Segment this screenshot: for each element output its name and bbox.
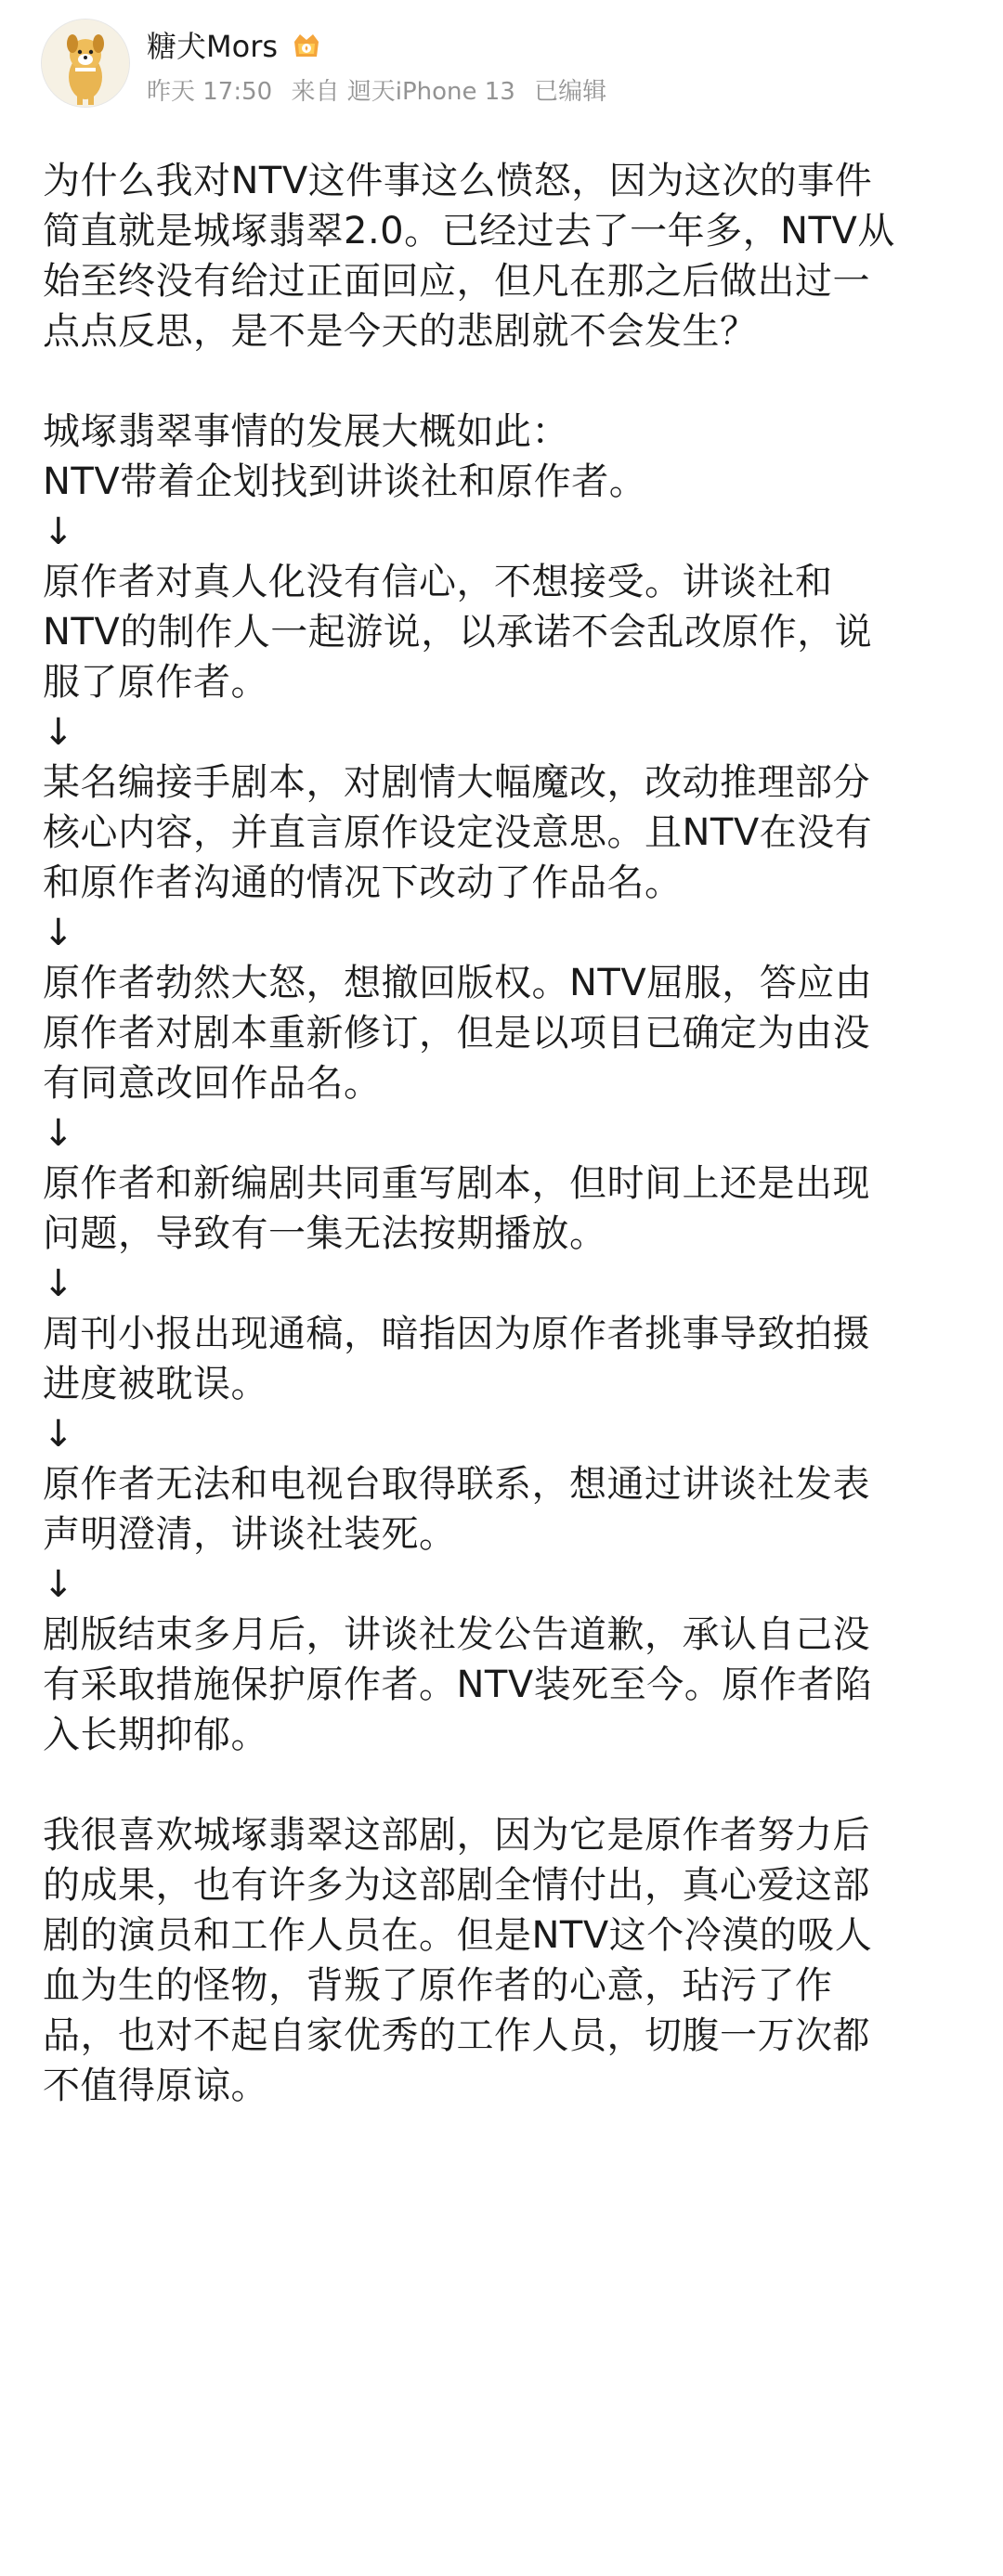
timeline-step: 和原作者沟通的情况下改动了作品名。 bbox=[43, 861, 683, 904]
timeline-step: NTV带着企划找到讲谈社和原作者。 bbox=[43, 460, 647, 503]
text-line: 品，也对不起自家优秀的工作人员，切腹一万次都 bbox=[43, 2014, 870, 2057]
timeline-step: 周刊小报出现通稿，暗指因为原作者挑事导致拍摄 bbox=[43, 1313, 870, 1355]
text-line: 血为生的怪物，背叛了原作者的心意，玷污了作 bbox=[43, 1964, 833, 2007]
post-header bbox=[0, 0, 1003, 130]
timeline-step: 原作者和新编剧共同重写剧本，但时间上还是出现 bbox=[43, 1162, 870, 1205]
post-source[interactable]: 来自 迴天iPhone 13 bbox=[291, 78, 515, 106]
dog-avatar-icon bbox=[42, 19, 129, 107]
timeline-step: 核心内容，并直言原作设定没意思。且NTV在没有 bbox=[43, 811, 873, 854]
down-arrow-icon: ↓ bbox=[43, 1563, 75, 1606]
timeline-step: 有采取措施保护原作者。NTV装死至今。原作者陷 bbox=[43, 1663, 873, 1706]
username-row bbox=[147, 26, 324, 67]
text-line: 我很喜欢城塚翡翠这部剧，因为它是原作者努力后 bbox=[43, 1814, 870, 1857]
down-arrow-icon: ↓ bbox=[43, 511, 75, 553]
timeline-step: 声明澄清，讲谈社装死。 bbox=[43, 1513, 457, 1556]
timeline-step: 服了原作者。 bbox=[43, 661, 268, 704]
paragraph-gap bbox=[43, 1760, 971, 1810]
text-line: 始至终没有给过正面回应，但凡在那之后做出过一 bbox=[43, 260, 870, 303]
text-line: 为什么我对NTV这件事这么愤怒，因为这次的事件 bbox=[43, 160, 873, 202]
timeline bbox=[43, 407, 971, 1760]
down-arrow-icon: ↓ bbox=[43, 1112, 75, 1155]
down-arrow-icon: ↓ bbox=[43, 912, 75, 954]
text-line: 不值得原谅。 bbox=[43, 2065, 268, 2107]
down-arrow-icon: ↓ bbox=[43, 1262, 75, 1305]
down-arrow-icon: ↓ bbox=[43, 1413, 75, 1456]
timeline-title: 城塚翡翠事情的发展大概如此： bbox=[43, 410, 569, 453]
closing-paragraph bbox=[43, 1810, 971, 2111]
timeline-step: 原作者勃然大怒，想撤回版权。NTV屈服，答应由 bbox=[43, 962, 873, 1004]
text-line: 点点反思，是不是今天的悲剧就不会发生？ bbox=[43, 310, 758, 353]
edited-label[interactable]: 已编辑 bbox=[534, 78, 607, 106]
post-time: 昨天 17:50 bbox=[147, 78, 273, 106]
timeline-step: 原作者对真人化没有信心，不想接受。讲谈社和 bbox=[43, 561, 833, 603]
text-line: 剧的演员和工作人员在。但是NTV这个冷漠的吸人 bbox=[43, 1914, 873, 1957]
timeline-step: 入长期抑郁。 bbox=[43, 1714, 268, 1756]
post-body bbox=[43, 156, 971, 2111]
timeline-step: 有同意改回作品名。 bbox=[43, 1062, 382, 1105]
timeline-step: 进度被耽误。 bbox=[43, 1363, 268, 1405]
timeline-step: 原作者对剧本重新修订，但是以项目已确定为由没 bbox=[43, 1012, 870, 1055]
timeline-step: 问题，导致有一集无法按期播放。 bbox=[43, 1212, 607, 1255]
intro-paragraph bbox=[43, 156, 971, 356]
timeline-step: 某名编接手剧本，对剧情大幅魔改，改动推理部分 bbox=[43, 761, 870, 804]
text-line: 简直就是城塚翡翠2.0。已经过去了一年多，NTV从 bbox=[43, 210, 895, 252]
vip-badge-icon[interactable] bbox=[289, 29, 324, 64]
timeline-step: 剧版结束多月后，讲谈社发公告道歉，承认自己没 bbox=[43, 1613, 870, 1656]
down-arrow-icon: ↓ bbox=[43, 711, 75, 754]
user-avatar[interactable] bbox=[41, 19, 130, 108]
timeline-step: 原作者无法和电视台取得联系，想通过讲谈社发表 bbox=[43, 1463, 870, 1506]
paragraph-gap bbox=[43, 356, 971, 407]
post-meta bbox=[147, 76, 618, 108]
username[interactable]: 糖犬Mors bbox=[147, 29, 279, 64]
text-line: 的成果，也有许多为这部剧全情付出，真心爱这部 bbox=[43, 1864, 870, 1907]
timeline-step: NTV的制作人一起游说，以承诺不会乱改原作，说 bbox=[43, 611, 873, 654]
